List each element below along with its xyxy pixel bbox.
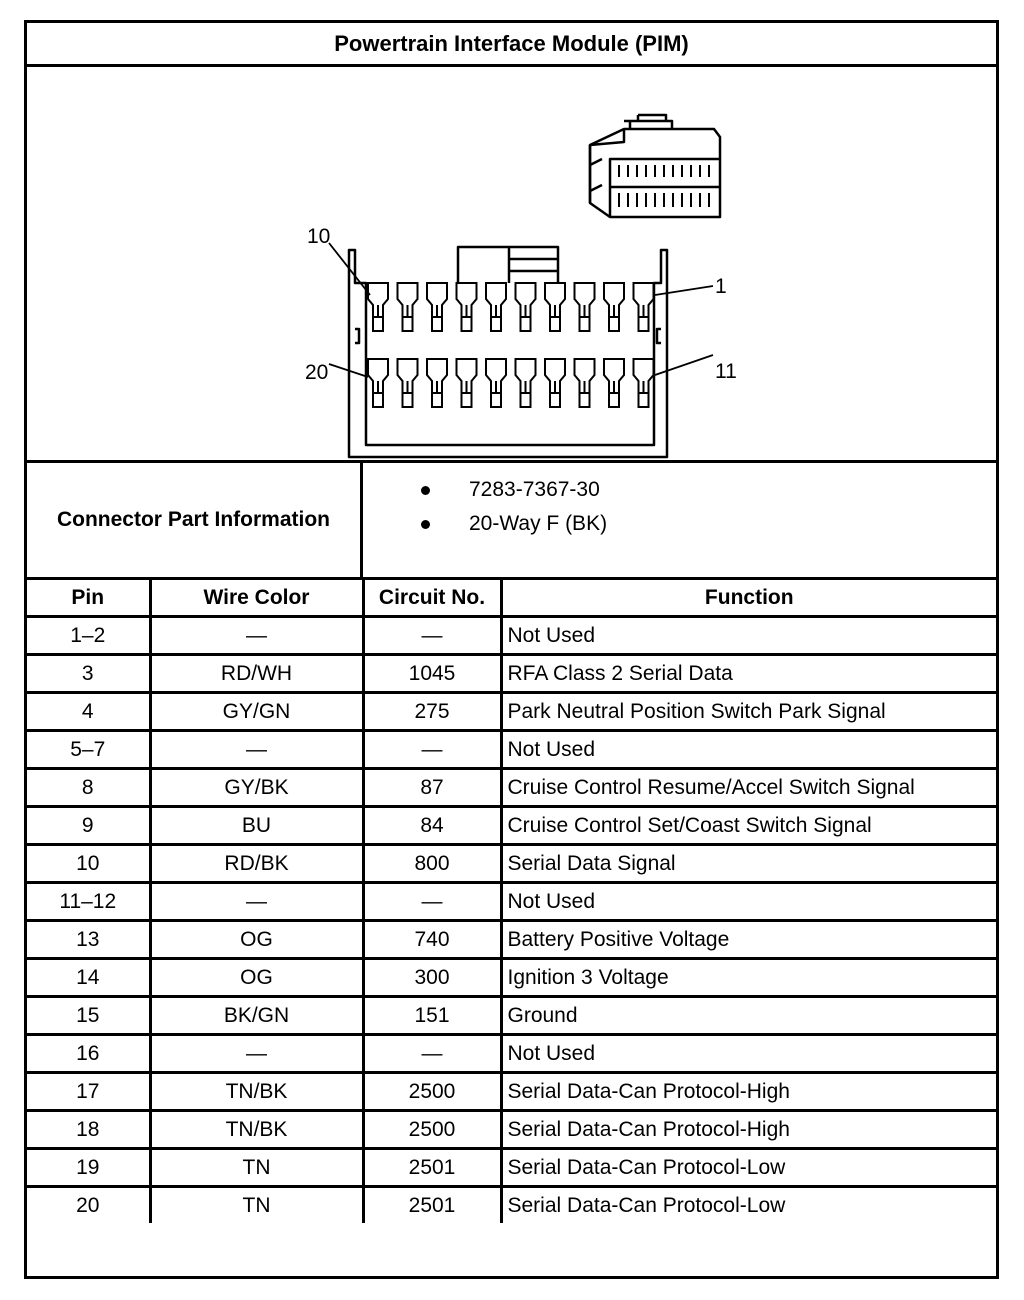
terminal-cavity — [398, 283, 418, 331]
terminal-cavities — [368, 283, 654, 407]
pinout-sheet — [24, 20, 999, 1279]
pin-cell: 14 — [27, 959, 150, 997]
table-row — [27, 997, 996, 1035]
page-title: Powertrain Interface Module (PIM) — [27, 23, 996, 67]
table-row — [27, 921, 996, 959]
pin-cell: 8 — [27, 769, 150, 807]
circuit-cell: 300 — [363, 959, 501, 997]
table-row — [27, 769, 996, 807]
wire-color-cell: — — [150, 883, 363, 921]
table-row — [27, 655, 996, 693]
terminal-cavity — [427, 283, 447, 331]
pin-cell: 13 — [27, 921, 150, 959]
circuit-cell: 84 — [363, 807, 501, 845]
column-header-function: Function — [501, 579, 996, 617]
pin-cell: 15 — [27, 997, 150, 1035]
table-row — [27, 1111, 996, 1149]
pin-label-20: 20 — [305, 361, 329, 384]
circuit-cell: 740 — [363, 921, 501, 959]
table-row — [27, 1035, 996, 1073]
connector-diagram — [27, 67, 996, 460]
wire-color-cell: GY/BK — [150, 769, 363, 807]
pinout-table — [27, 577, 996, 1223]
connector-part-info-values — [363, 463, 993, 577]
pin-cell: 19 — [27, 1149, 150, 1187]
circuit-cell: 2500 — [363, 1111, 501, 1149]
terminal-cavity — [457, 283, 477, 331]
table-row — [27, 845, 996, 883]
pin-label-1: 1 — [715, 275, 727, 298]
circuit-cell: — — [363, 617, 501, 655]
pin-cell: 11–12 — [27, 883, 150, 921]
wire-color-cell: — — [150, 1035, 363, 1073]
wire-color-cell: BU — [150, 807, 363, 845]
connector-description: 20-Way F (BK) — [469, 512, 608, 535]
circuit-cell: 2501 — [363, 1187, 501, 1224]
circuit-cell: — — [363, 731, 501, 769]
connector-part-info-label: Connector Part Information — [27, 463, 363, 577]
function-cell: Not Used — [501, 883, 996, 921]
connector-perspective-icon — [590, 115, 720, 217]
terminal-cavity — [516, 359, 536, 407]
pin-label-11: 11 — [715, 360, 737, 383]
circuit-cell: 151 — [363, 997, 501, 1035]
function-cell: Not Used — [501, 731, 996, 769]
connector-part-info — [27, 460, 996, 577]
terminal-cavity — [575, 283, 595, 331]
pin-label-10: 10 — [307, 225, 331, 248]
function-cell: Cruise Control Set/Coast Switch Signal — [501, 807, 996, 845]
pin-cell: 10 — [27, 845, 150, 883]
function-cell: Not Used — [501, 617, 996, 655]
table-row — [27, 807, 996, 845]
wire-color-cell: TN/BK — [150, 1111, 363, 1149]
circuit-cell: — — [363, 883, 501, 921]
wire-color-cell: TN/BK — [150, 1073, 363, 1111]
list-item — [421, 507, 607, 541]
wire-color-cell: TN — [150, 1187, 363, 1224]
table-row — [27, 1073, 996, 1111]
circuit-cell: 2500 — [363, 1073, 501, 1111]
wire-color-cell: — — [150, 617, 363, 655]
function-cell: Park Neutral Position Switch Park Signal — [501, 693, 996, 731]
terminal-cavity — [516, 283, 536, 331]
wire-color-cell: RD/WH — [150, 655, 363, 693]
part-number: 7283-7367-30 — [469, 478, 600, 501]
column-header-wire-color: Wire Color — [150, 579, 363, 617]
connector-face-outline — [349, 247, 667, 457]
wire-color-cell: RD/BK — [150, 845, 363, 883]
wire-color-cell: GY/GN — [150, 693, 363, 731]
terminal-cavity — [398, 359, 418, 407]
pin-cell: 9 — [27, 807, 150, 845]
terminal-cavity — [486, 283, 506, 331]
bullet-icon — [421, 486, 430, 495]
table-row — [27, 883, 996, 921]
terminal-cavity — [575, 359, 595, 407]
function-cell: Serial Data-Can Protocol-Low — [501, 1149, 996, 1187]
pin-cell: 1–2 — [27, 617, 150, 655]
table-row — [27, 731, 996, 769]
terminal-cavity — [368, 283, 388, 331]
pin-cell: 17 — [27, 1073, 150, 1111]
circuit-cell: 87 — [363, 769, 501, 807]
terminal-cavity — [427, 359, 447, 407]
wire-color-cell: OG — [150, 921, 363, 959]
pin-cell: 4 — [27, 693, 150, 731]
function-cell: Serial Data-Can Protocol-High — [501, 1111, 996, 1149]
terminal-cavity — [634, 359, 654, 407]
column-header-circuit: Circuit No. — [363, 579, 501, 617]
function-cell: Cruise Control Resume/Accel Switch Signal — [501, 769, 996, 807]
table-row — [27, 693, 996, 731]
bullet-icon — [421, 520, 430, 529]
function-cell: Serial Data-Can Protocol-High — [501, 1073, 996, 1111]
function-cell: Ground — [501, 997, 996, 1035]
pin-cell: 3 — [27, 655, 150, 693]
terminal-cavity — [545, 283, 565, 331]
function-cell: RFA Class 2 Serial Data — [501, 655, 996, 693]
pin-cell: 16 — [27, 1035, 150, 1073]
list-item — [421, 473, 607, 507]
table-row — [27, 1187, 996, 1224]
wire-color-cell: — — [150, 731, 363, 769]
table-row — [27, 959, 996, 997]
circuit-cell: 1045 — [363, 655, 501, 693]
circuit-cell: 800 — [363, 845, 501, 883]
function-cell: Serial Data-Can Protocol-Low — [501, 1187, 996, 1224]
terminal-cavity — [604, 359, 624, 407]
wire-color-cell: TN — [150, 1149, 363, 1187]
circuit-cell: — — [363, 1035, 501, 1073]
terminal-cavity — [545, 359, 565, 407]
function-cell: Serial Data Signal — [501, 845, 996, 883]
function-cell: Not Used — [501, 1035, 996, 1073]
function-cell: Battery Positive Voltage — [501, 921, 996, 959]
table-row — [27, 1149, 996, 1187]
column-header-pin: Pin — [27, 579, 150, 617]
pin-cell: 5–7 — [27, 731, 150, 769]
table-row — [27, 617, 996, 655]
terminal-cavity — [457, 359, 477, 407]
wire-color-cell: OG — [150, 959, 363, 997]
function-cell: Ignition 3 Voltage — [501, 959, 996, 997]
terminal-cavity — [368, 359, 388, 407]
pin-cell: 18 — [27, 1111, 150, 1149]
terminal-cavity — [604, 283, 624, 331]
wire-color-cell: BK/GN — [150, 997, 363, 1035]
terminal-cavity — [486, 359, 506, 407]
table-header-row — [27, 579, 996, 617]
circuit-cell: 275 — [363, 693, 501, 731]
terminal-cavity — [634, 283, 654, 331]
pin-cell: 20 — [27, 1187, 150, 1224]
circuit-cell: 2501 — [363, 1149, 501, 1187]
connector-face-drawing — [27, 67, 996, 460]
